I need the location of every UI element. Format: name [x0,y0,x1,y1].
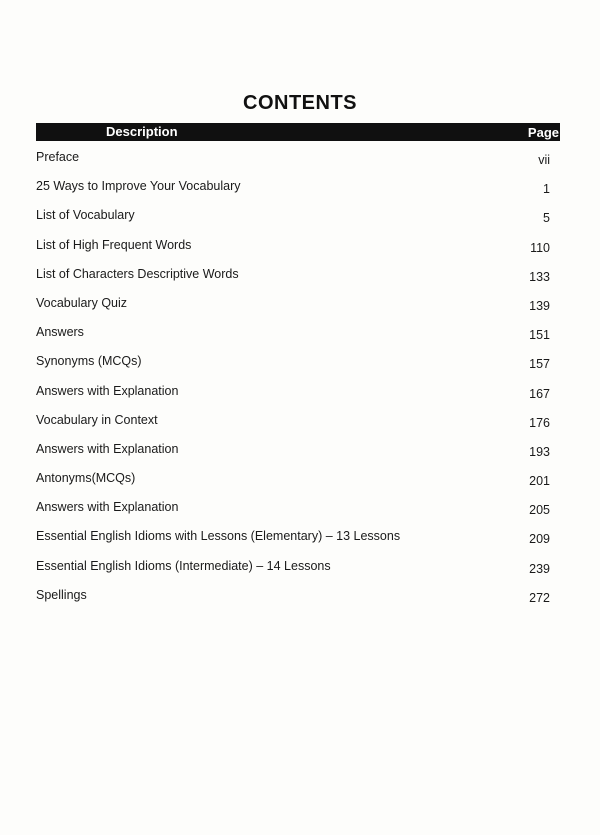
toc-entry-page: 201 [529,474,550,489]
toc-entry-page: 239 [529,561,550,576]
toc-row [36,411,550,440]
toc-entry-label: List of High Frequent Words [36,237,192,252]
toc-entry-label: Antonyms(MCQs) [36,471,136,486]
toc-entry-label: 25 Ways to Improve Your Vocabulary [36,179,241,194]
toc-entry-label: Answers [36,325,84,340]
toc-row [36,236,550,265]
toc-row [36,352,550,381]
toc-entry-label: Essential English Idioms (Intermediate) – 14 Lessons [36,558,331,573]
toc-row [36,148,550,177]
toc-entry-page: 209 [529,532,550,547]
table-header [36,123,560,141]
toc-row [36,323,550,352]
toc-entry-page: 110 [530,240,550,255]
toc-row [36,382,550,411]
toc-row [36,206,550,235]
toc-entry-page: 151 [529,328,550,343]
header-description: Description [106,124,178,139]
toc-row [36,440,550,469]
toc-row [36,557,550,586]
toc-row [36,527,550,556]
toc-entry-page: 193 [529,444,550,459]
toc-entry-page: 1 [543,182,550,197]
toc-entry-label: Essential English Idioms with Lessons (Elementary) – 13 Lessons [36,529,401,544]
toc-row [36,294,550,323]
toc-entry-label: Synonyms (MCQs) [36,354,142,369]
toc-row [36,265,550,294]
toc-entry-page: 176 [529,415,550,430]
toc-row [36,177,550,206]
toc-entry-label: Answers with Explanation [36,441,179,456]
toc-row [36,586,550,615]
toc-entry-page: 272 [529,590,550,605]
page-title: CONTENTS [243,92,357,114]
toc-entry-label: Spellings [36,587,87,602]
toc-row [36,498,550,527]
toc-entry-label: Answers with Explanation [36,500,179,515]
toc-row [36,469,550,498]
toc-list [36,148,550,615]
toc-entry-page: 139 [529,298,550,313]
toc-entry-page: 133 [529,269,550,284]
header-page: Page [527,125,559,140]
toc-entry-page: 5 [543,211,550,226]
toc-entry-page: 157 [529,357,550,372]
toc-entry-label: Preface [36,150,80,164]
toc-entry-label: List of Characters Descriptive Words [36,266,239,281]
toc-entry-label: Vocabulary in Context [36,412,158,427]
toc-entry-page: 167 [529,386,550,401]
toc-entry-label: Answers with Explanation [36,383,179,398]
toc-entry-label: Vocabulary Quiz [36,295,128,310]
toc-entry-label: List of Vocabulary [36,208,135,223]
toc-entry-page: 205 [529,503,550,518]
toc-entry-page: vii [538,153,550,167]
